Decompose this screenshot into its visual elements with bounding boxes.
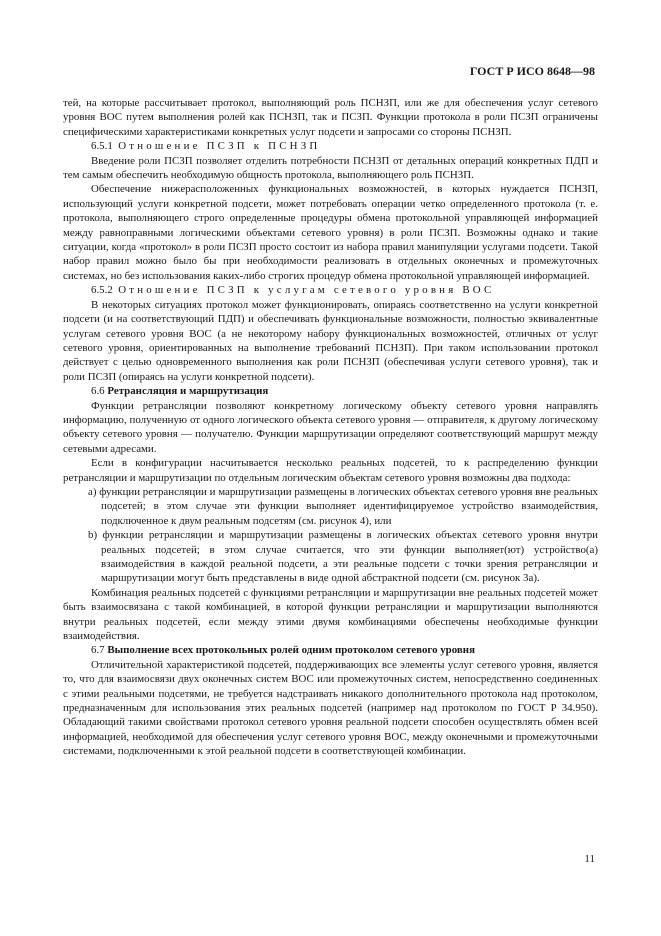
page-number: 11 xyxy=(584,853,595,865)
section-heading-6-5-1 xyxy=(63,139,598,153)
list-item-a: a) функции ретрансляции и маршрутизации размещены в логических объектах сетевого уровня вне реальных подсетей; в этом случае эти функции выполняет идентифицируемое устройство взаимодействия, подключенное к двум реальным подсетям (см. рисунок 4), или xyxy=(88,485,598,527)
section-title: Выполнение всех протокольных ролей одним протоколом сетевого уровня xyxy=(107,644,475,657)
section-number: 6.5.2 xyxy=(91,284,113,297)
paragraph: В некоторых ситуациях протокол может функционировать, опираясь соответственно на услуги конкретной подсети (и на соответствующий ПДП) и обеспечивать функциональные возможности, полностью эквивалентные услугам сетевого уровня ВОС (а не некоторому набору функциональных возможностей, отличных от услуг сетевого уровня, ориентированных на выполнение требований ПСНЗП). При таком использовании протокол действует с целью одновременного выполнения как роли ПСНЗП (обеспечивая услуги сетевого уровня), так и роли ПСЗП (опираясь на услуги конкретной подсети). xyxy=(63,298,598,383)
section-number: 6.6 xyxy=(91,385,105,398)
paragraph: Отличительной характеристикой подсетей, поддерживающих все элементы услуг сетевого уровня, является то, что для взаимосвязи двух оконечных систем ВОС или промежуточных систем, непосредственно соединенных с этими реальными подсетями, не требуется надстраивать никакого дополнительного протокола над протоколом, предназначенным для использования этих реальных подсетей (например над протоколом по ГОСТ Р 34.950). Обладающий такими свойствами протокол сетевого уровня реальной подсети способен осуществлять обмен всей информацией, необходимой для обеспечения услуг сетевого уровня ВОС, между оконечными и промежуточными системами, подключенными к этой реальной подсети в соответствующей комбинации. xyxy=(63,658,598,758)
paragraph: Если в конфигурации насчитывается несколько реальных подсетей, то к распределению функции ретрансляции и маршрутизации по отдельным логическим объектам сетевого уровня возможны два подхода: xyxy=(63,457,598,484)
section-heading-6-7 xyxy=(63,643,598,657)
page-body xyxy=(63,96,598,759)
section-title: Отношение ПСЗП к услугам сетевого уровня ВОС xyxy=(118,284,495,297)
section-heading-6-5-2 xyxy=(63,283,598,297)
paragraph-continued: тей, на которые рассчитывает протокол, выполняющий роль ПСНЗП, или же для обеспечения услуг сетевого уровня ВОС путем выполнения ролей как ПСНЗП, так и ПСЗП. Функции протокола в роли ПСЗП ограничены специфическими характеристиками конкретных услуг подсети и запросами со стороны ПСНЗП. xyxy=(63,97,598,138)
section-title: Ретрансляция и маршрутизация xyxy=(107,385,269,398)
section-heading-6-6 xyxy=(63,384,598,398)
section-number: 6.5.1 xyxy=(91,140,113,153)
section-number: 6.7 xyxy=(91,644,105,657)
document-header: ГОСТ Р ИСО 8648—98 xyxy=(469,64,595,78)
list-item-b: b) функции ретрансляции и маршрутизации размещены в логических объектах сетевого уровня внутри реальных подсетей; в этом случае считается, что эти функции выполняет(ют) устройство(а) взаимодействия в каждой реальной подсети, а эти реальные подсети с точки зрения ретрансляции и маршрутизации могут быть представлены в виде одной абстрактной подсети (см. рисунок 3а). xyxy=(88,529,598,585)
section-title: Отношение ПСЗП к ПСНЗП xyxy=(118,140,321,153)
paragraph: Введение роли ПСЗП позволяет отделить потребности ПСНЗП от детальных операций конкретных ПДП и тем самым обеспечить необходимую общность протокола, выполняющего роль ПСНЗП. xyxy=(63,154,598,182)
paragraph: Комбинация реальных подсетей с функциями ретрансляции и маршрутизации вне реальных подсетей может быть взаимосвязана с такой комбинацией, в которой функции ретрансляции и маршрутизации выполняются внутри реальных подсетей, если между этими двумя комбинациями обеспечены необходимые функции взаимодействия. xyxy=(63,586,598,643)
paragraph: Функции ретрансляции позволяют конкретному логическому объекту сетевого уровня направлять информацию, полученную от одного логического объекта сетевого уровня — отправителя, к другому логическому объекту сетевого уровня — получателю. Функции маршрутизации определяют соответствующий маршрут между сетевыми адресами. xyxy=(63,399,598,455)
paragraph: Обеспечение нижерасположенных функциональных возможностей, в которых нуждается ПСНЗП, использующий услуги конкретной подсети, может потребовать операции четко определенного протокола (т. е. протокола, выполняющего строго определенные процедуры обмена протокольной управляющей информацией между равноправными логическими объектами сетевого уровня) в роли ПСЗП. Возможны однако и такие ситуации, когда «протокол» в роли ПСЗП просто состоит из набора правил манипуляции услугами подсети. Такой набор правил можно было бы при необходимости реализовать в отдельных оконечных и промежуточных системах, но без использования каких-либо строгих процедур обмена протокольной управляющей информацией. xyxy=(63,183,598,282)
